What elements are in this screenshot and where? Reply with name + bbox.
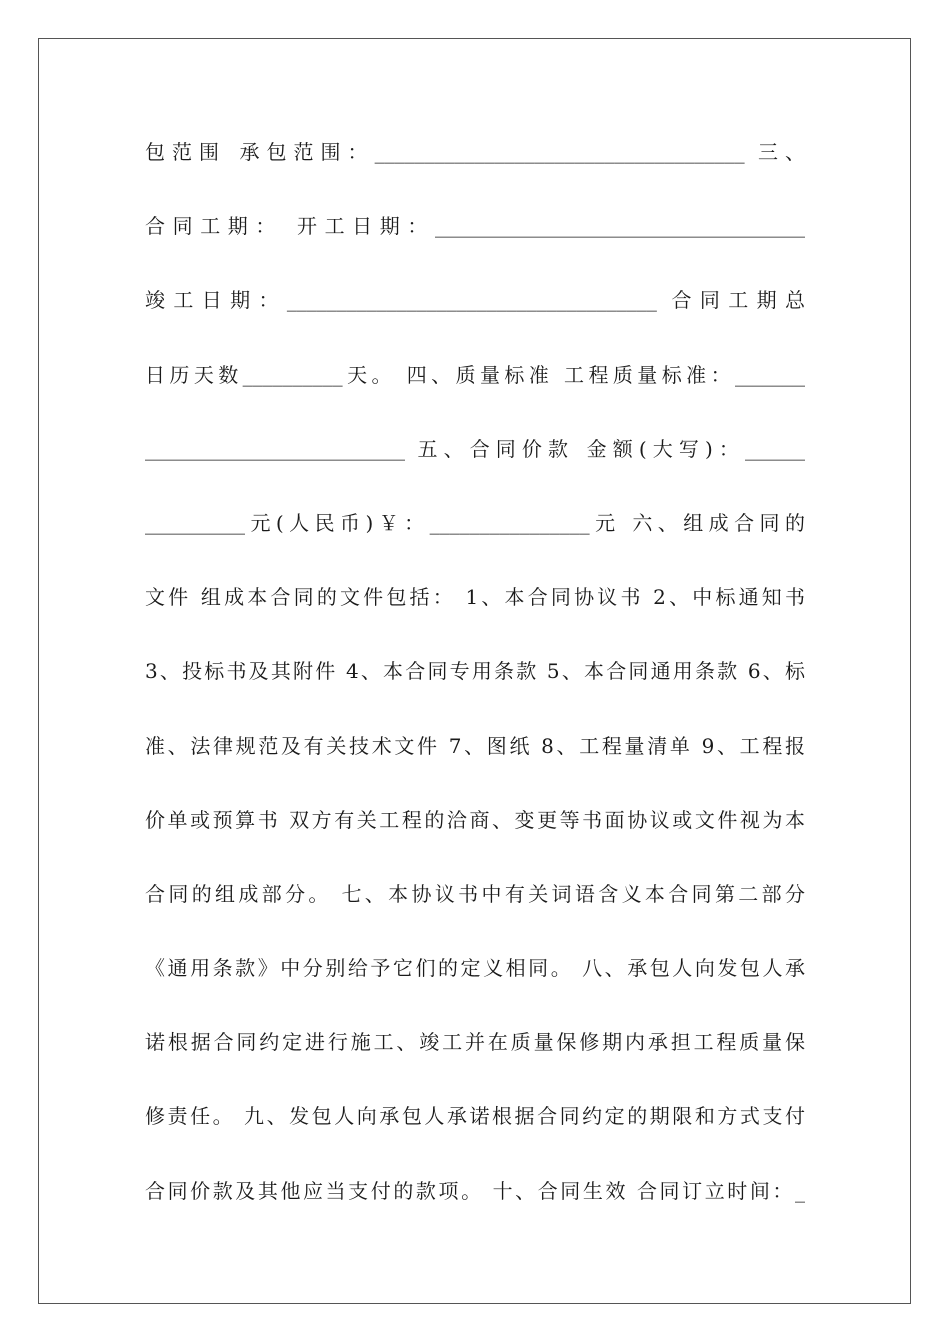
text-line: 修责任。 九、发包人向承包人承诺根据合同约定的期限和方式支付	[145, 1104, 805, 1129]
text-line: 合同的组成部分。 七、本协议书中有关词语含义本合同第二部分	[145, 881, 805, 906]
text-line: 3、投标书及其附件 4、本合同专用条款 5、本合同通用条款 6、标	[145, 659, 805, 684]
text-line: 准、法律规范及有关技术文件 7、图纸 8、工程量清单 9、工程报	[145, 733, 805, 758]
text-line: __________________________ 五、合同价款 金额(大写)：______	[145, 436, 805, 461]
text-line: 合同价款及其他应当支付的款项。 十、合同生效 合同订立时间：_	[145, 1178, 805, 1203]
text-line: 日历天数__________天。 四、质量标准 工程质量标准：_______	[145, 362, 805, 387]
document-body	[145, 130, 805, 1243]
text-line: 竣工日期：_____________________________________ 合同工期总	[145, 288, 805, 313]
text-line: __________元(人民币)￥：________________元 六、组成合同的	[145, 510, 805, 535]
text-line: 《通用条款》中分别给予它们的定义相同。 八、承包人向发包人承	[145, 956, 805, 981]
text-line: 文件 组成本合同的文件包括： 1、本合同协议书 2、中标通知书	[145, 585, 805, 610]
text-line: 包范围 承包范围：_____________________________________ 三、	[145, 140, 805, 164]
text-line: 合同工期： 开工日期：_____________________________________	[145, 214, 805, 239]
text-line: 价单或预算书 双方有关工程的洽商、变更等书面协议或文件视为本	[145, 807, 805, 832]
text-line: 诺根据合同约定进行施工、竣工并在质量保修期内承担工程质量保	[145, 1030, 805, 1055]
